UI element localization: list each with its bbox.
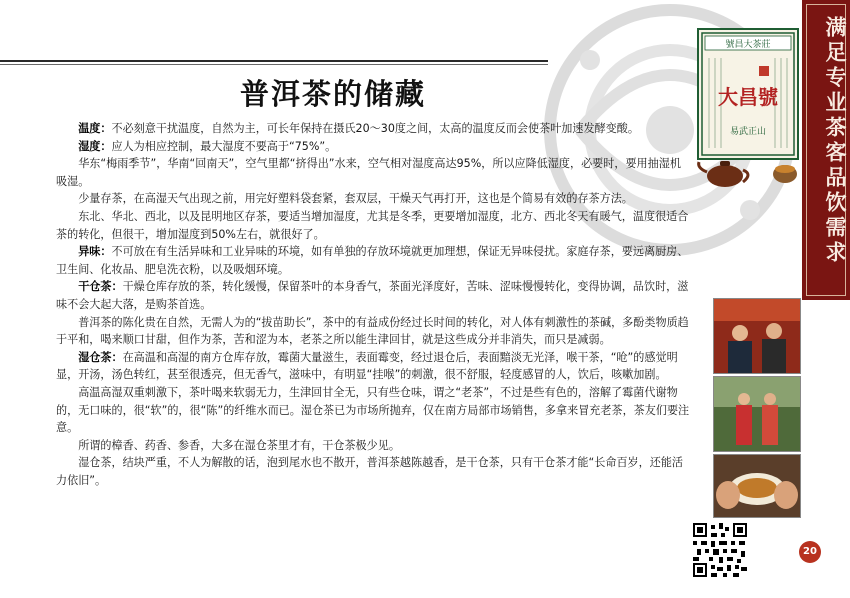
paragraph-wet-storage: [56, 349, 692, 384]
paragraph-text: 不必刻意干扰温度，自然为主，可长年保持在摄氏20～30度之间，太高的温度反而会使茶叶加速发酵变酸。: [111, 122, 639, 135]
paragraph-humidity: [56, 138, 692, 156]
paragraph: [56, 190, 692, 208]
label-big-char: 大昌號: [718, 85, 778, 109]
qr-code-icon: [693, 523, 747, 577]
paragraph-odor: [56, 243, 692, 278]
top-rule-thin: [0, 64, 548, 65]
paragraph-label: 异味：: [78, 245, 112, 259]
paragraph: [56, 155, 692, 190]
label-side-text: 易武正山: [729, 127, 767, 137]
paragraph-text: 所谓的樟香、药香、参香，大多在湿仓茶里才有，干仓茶极少见。: [78, 438, 400, 452]
photo-tea-cup: [713, 454, 801, 518]
vertical-banner: [802, 0, 850, 300]
paragraph: [56, 384, 692, 437]
top-rule: [0, 60, 548, 62]
paragraph-label: 湿仓茶：: [78, 350, 123, 364]
paragraph: [56, 437, 692, 455]
photo-people-outdoors: [713, 376, 801, 452]
paragraph-label: 干仓茶：: [78, 280, 123, 294]
tea-label-art: [699, 30, 797, 158]
label-header: 號昌大茶莊: [725, 40, 771, 50]
paragraph-text: 在高温和高湿的南方仓库存放，霉菌大量滋生，表面霉变，经过退仓后，表面黯淡无光泽，喉干茶，“呛”的感觉明显，开汤，汤色转红，甚至很透亮，但无香气，滋味中，有明显“挂喉”的刺激，很不舒服，轻度感冒的人，饮后，咳嗽加剧。: [56, 350, 678, 382]
paragraph-text: 干燥仓库存放的茶，转化缓慢，保留茶叶的本身香气，茶面光泽度好，苦味、涩味慢慢转化，变得协调，品饮时，滋味不会大起大落，是购茶首选。: [56, 280, 689, 311]
paragraph-text: 东北、华北、西北，以及昆明地区存茶，要适当增加湿度，尤其是冬季，更要增加湿度，北方、西北冬天有暖气，温度很适合茶的转化，但很干，增加湿度到50%左右，就很好了。: [56, 209, 689, 241]
paragraph: [56, 314, 692, 349]
teapot-icon: [693, 150, 805, 190]
article-body: [56, 120, 692, 489]
page-number-badge: 20: [799, 541, 821, 563]
paragraph-label: 湿度：: [78, 139, 112, 153]
paragraph-text: 华东“梅雨季节”，华南“回南天”，空气里都“挤得出”水来，空气相对湿度高达95%，所以应降低湿度，必要时，要用抽湿机吸湿。: [56, 157, 681, 188]
paragraph-label: 温度：: [78, 122, 112, 135]
paragraph-temperature: [56, 120, 692, 138]
paragraph-dry-storage: [56, 278, 692, 313]
tea-wrapper-label-image: [697, 28, 799, 160]
photo-people-meeting: [713, 298, 801, 374]
paragraph-text: 普洱茶的陈化贵在自然，无需人为的“拔苗助长”，茶中的有益成份经过长时间的转化，对人体有刺激性的茶碱，多酚类物质趋于平和，喝来顺口甘甜，但作为茶，苦和涩为本，老茶之所以能生津回甘，就是这些成分并非消失，而只是减弱。: [56, 315, 689, 347]
paragraph-text: 应人为相应控制，最大湿度不要高于“75%”。: [111, 139, 337, 153]
paragraph: [56, 208, 692, 243]
paragraph-text: 高温高湿双重刺激下，茶叶喝来软弱无力，生津回甘全无，只有些仓味，谓之“老茶”，不过是些有色的，溶解了霉菌代谢物的，无口味的，很“软”的，很“陈”的纤维水而已。湿仓茶已为市场所抛弃，仅在南方局部市场销售，多拿来冒充老茶，茶友们要注意。: [56, 385, 690, 435]
paragraph-text: 不可放在有生活异味和工业异味的环境，如有单独的存放环境就更加理想，保证无异味侵扰。家庭存茶，要远离厨房、卫生间、化妆品、肥皂洗衣粉，以及吸烟环境。: [56, 245, 689, 276]
banner-text: 满足专业茶客品饮需求: [823, 16, 848, 266]
paragraph-text: 湿仓茶，结块严重，不人为解散的话，泡到尾水也不散开，普洱茶越陈越香，是干仓茶，只有干仓茶才能“长命百岁，还能活力依旧”。: [56, 456, 684, 487]
paragraph: [56, 454, 692, 489]
paragraph-text: 少量存茶，在高湿天气出现之前，用完好塑料袋套紧，套双层，干燥天气再打开，这也是个简易有效的存茶方法。: [78, 192, 633, 206]
page-title: 普洱茶的储藏: [240, 77, 427, 111]
red-seal-icon: [759, 66, 769, 76]
